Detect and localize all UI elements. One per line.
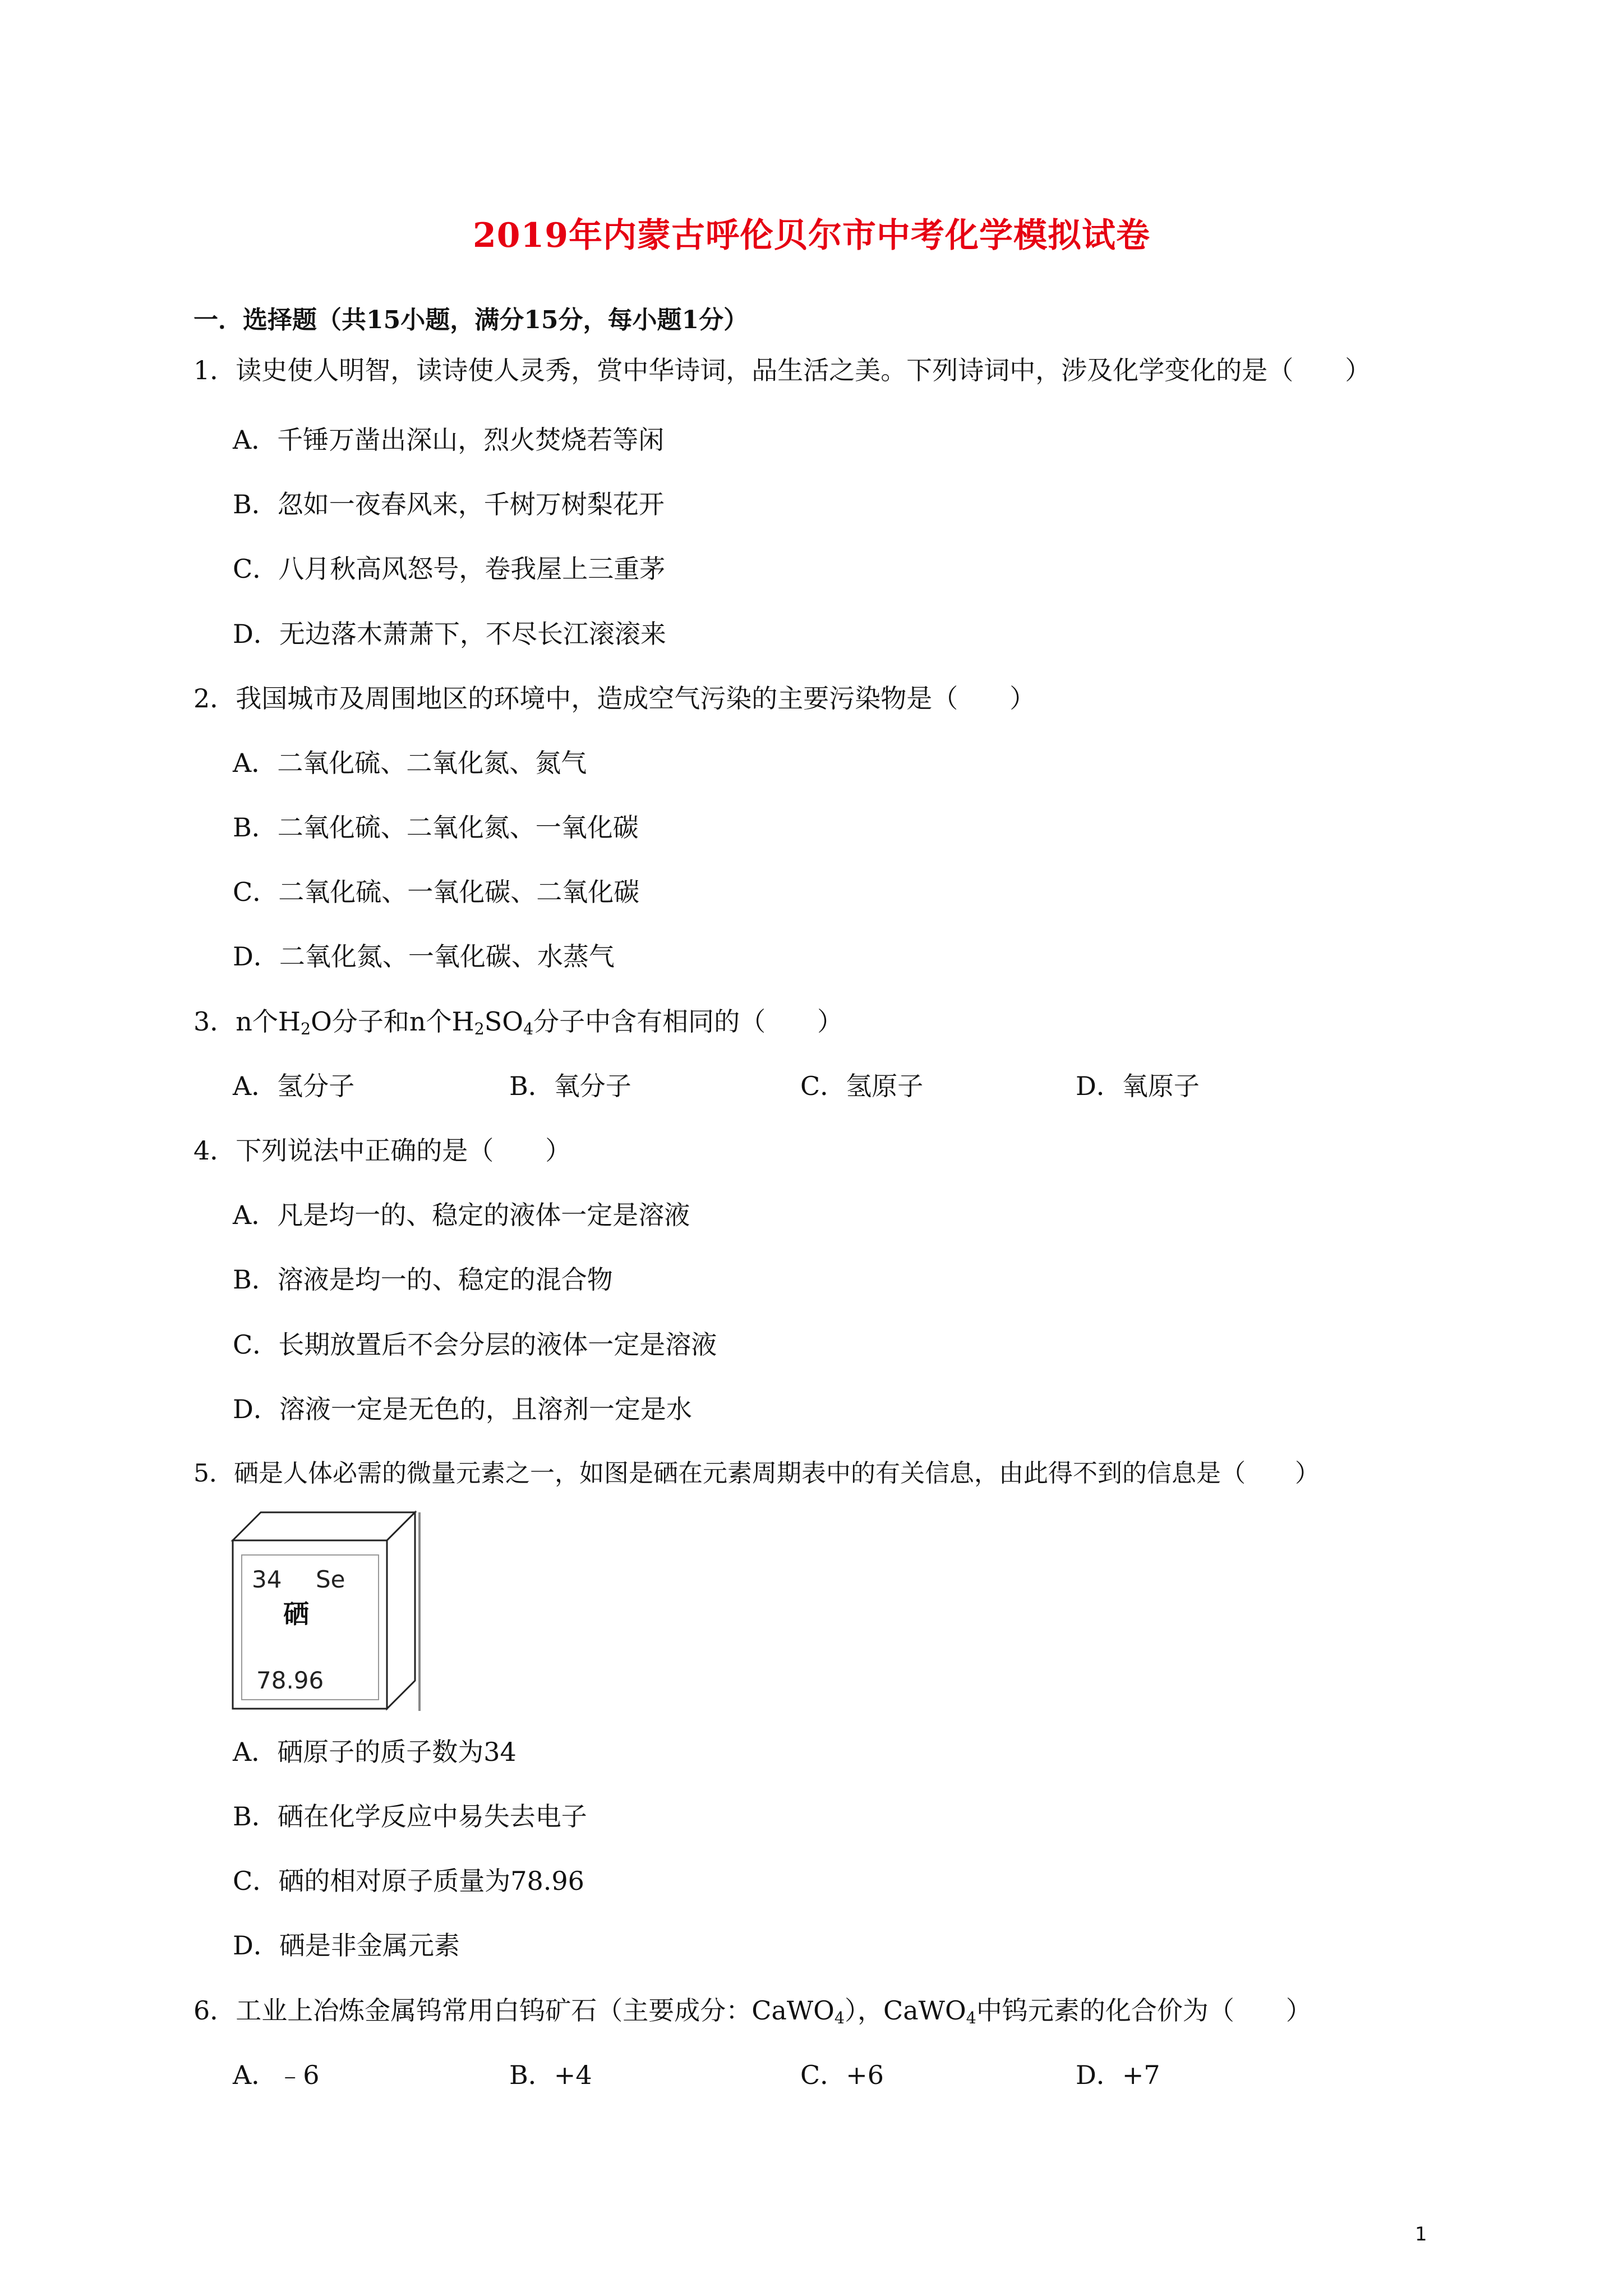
question-2-option-c: C．二氧化硫、一氧化碳、二氧化碳: [233, 877, 640, 907]
question-3-option-d: D．氧原子: [1076, 1071, 1200, 1101]
question-4-option-b: B．溶液是均一的、稳定的混合物: [233, 1264, 613, 1295]
tile-atomic-number: 34: [252, 1566, 282, 1593]
question-2-option-d: D．二氧化氮、一氧化碳、水蒸气: [233, 941, 615, 972]
tile-atomic-mass: 78.96: [256, 1667, 324, 1694]
question-4-stem: 4．下列说法中正确的是（ ）: [193, 1135, 571, 1166]
question-5-option-a: A．硒原子的质子数为34: [233, 1737, 517, 1767]
question-4-option-d: D．溶液一定是无色的，且溶剂一定是水: [233, 1394, 692, 1424]
question-1-option-d: D．无边落木萧萧下，不尽长江滚滚来: [233, 619, 666, 649]
question-3-option-a: A．氢分子: [233, 1071, 355, 1101]
question-5-option-d: D．硒是非金属元素: [233, 1930, 460, 1961]
question-5-option-c: C．硒的相对原子质量为78.96: [233, 1866, 584, 1896]
question-1-option-c: C．八月秋高风怒号，卷我屋上三重茅: [233, 554, 666, 584]
question-2-stem: 2．我国城市及周围地区的环境中，造成空气污染的主要污染物是（ ）: [193, 683, 1036, 714]
question-6-option-c: C．+6: [800, 2060, 884, 2090]
question-3-option-b: B．氧分子: [509, 1071, 631, 1101]
question-3-option-c: C．氢原子: [800, 1071, 924, 1101]
question-6-option-b: B．+4: [509, 2060, 592, 2090]
page-number: 1: [1415, 2223, 1427, 2246]
question-3-stem: 3．n个$H_2O$分子和n个$H_2SO_4$分子中含有相同的（ ）: [193, 1006, 843, 1039]
question-1-option-b: B．忽如一夜春风来，千树万树梨花开: [233, 489, 665, 519]
question-1-option-a: A．千锤万凿出深山，烈火焚烧若等闲: [233, 425, 665, 455]
question-4-option-a: A．凡是均一的、稳定的液体一定是溶液: [233, 1200, 690, 1230]
page-title: 2019年内蒙古呼伦贝尔市中考化学模拟试卷: [473, 216, 1150, 255]
tile-symbol: Se: [316, 1566, 345, 1593]
section-heading: 一．选择题（共15小题，满分15分，每小题1分）: [193, 306, 749, 334]
question-2-option-b: B．二氧化硫、二氧化氮、一氧化碳: [233, 812, 639, 843]
question-6-option-d: D．+7: [1076, 2060, 1160, 2090]
tile-element-name: 硒: [283, 1599, 309, 1629]
question-5-option-b: B．硒在化学反应中易失去电子: [233, 1801, 587, 1832]
question-1-stem: 1．读史使人明智，读诗使人灵秀，赏中华诗词，品生活之美。下列诗词中，涉及化学变化的是（ ）: [193, 355, 1371, 385]
question-5-stem: 5．硒是人体必需的微量元素之一，如图是硒在元素周期表中的有关信息，由此得不到的信息是（ ）: [193, 1459, 1320, 1488]
question-6-option-a: A．﹣6: [233, 2060, 320, 2090]
question-6-stem: 6．工业上冶炼金属钨常用白钨矿石（主要成分：CaWO$_4$），CaWO$_4$中钨元素的化合价为（ ）: [193, 1995, 1312, 2028]
question-4-option-c: C．长期放置后不会分层的液体一定是溶液: [233, 1329, 717, 1360]
question-2-option-a: A．二氧化硫、二氧化氮、氮气: [233, 748, 587, 778]
periodic-table-tile: [227, 1508, 423, 1714]
